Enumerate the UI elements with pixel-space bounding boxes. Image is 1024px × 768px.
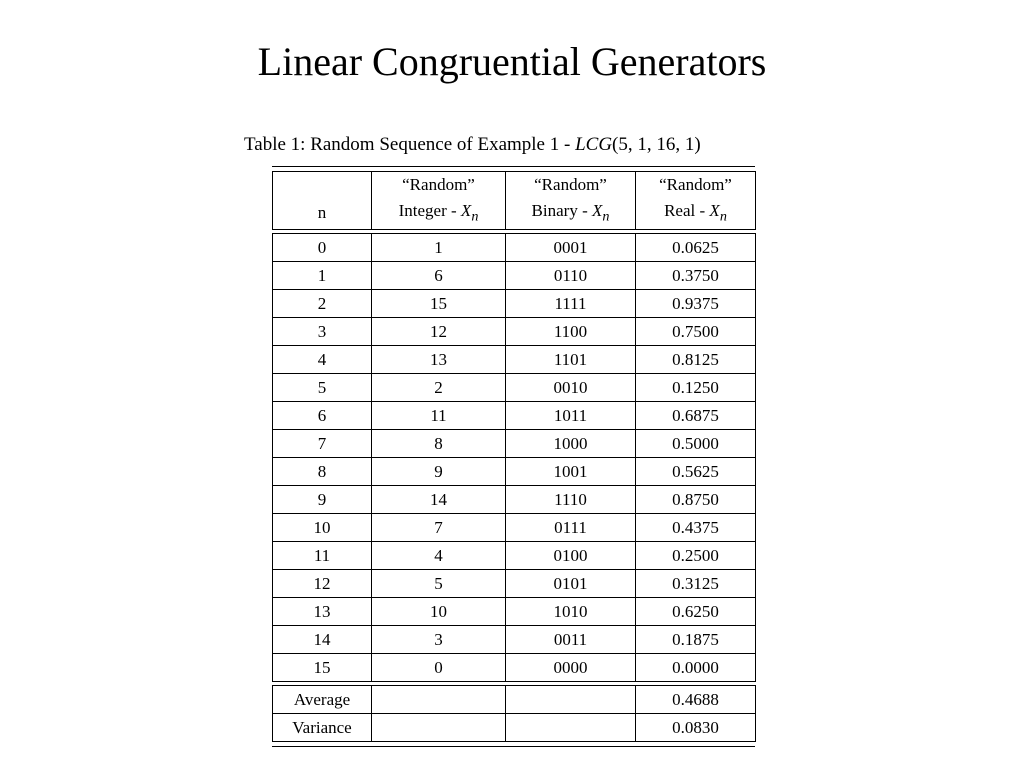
cell-binary: 0110: [506, 262, 636, 290]
cell-binary: 1100: [506, 318, 636, 346]
cell-integer: 7: [372, 514, 506, 542]
header-n: n: [273, 172, 372, 230]
table-top-rule: [272, 166, 755, 167]
cell-real: 0.3125: [636, 570, 756, 598]
cell-integer: 8: [372, 430, 506, 458]
cell-integer: 6: [372, 262, 506, 290]
lcg-table: [272, 171, 756, 742]
table-row: [273, 262, 756, 290]
cell-integer: 0: [372, 654, 506, 682]
cell-binary: 1011: [506, 402, 636, 430]
cell-binary: 1010: [506, 598, 636, 626]
cell-real: 0.8125: [636, 346, 756, 374]
cell-real: 0.3750: [636, 262, 756, 290]
table-row: [273, 458, 756, 486]
lcg-table-container: [272, 166, 755, 747]
cell-binary: 0100: [506, 542, 636, 570]
cell-integer: 9: [372, 458, 506, 486]
header-real: “Random” Real - $X_n$: [636, 172, 756, 230]
table-row: [273, 542, 756, 570]
cell-real: 0.2500: [636, 542, 756, 570]
stats-empty-binary: [506, 686, 636, 714]
table-row: [273, 570, 756, 598]
cell-integer: 2: [372, 374, 506, 402]
cell-n: 11: [273, 542, 372, 570]
stats-row: [273, 686, 756, 714]
slide-title: Linear Congruential Generators: [257, 39, 767, 84]
stats-label: Average: [273, 686, 372, 714]
cell-integer: 5: [372, 570, 506, 598]
cell-n: 3: [273, 318, 372, 346]
cell-n: 9: [273, 486, 372, 514]
table-row: [273, 290, 756, 318]
cell-real: 0.6875: [636, 402, 756, 430]
table-row: [273, 654, 756, 682]
cell-binary: 0011: [506, 626, 636, 654]
table-row: [273, 402, 756, 430]
cell-binary: 0001: [506, 234, 636, 262]
table-row: [273, 626, 756, 654]
cell-binary: 1101: [506, 346, 636, 374]
table-row: [273, 430, 756, 458]
table-row: [273, 514, 756, 542]
cell-n: 14: [273, 626, 372, 654]
cell-integer: 4: [372, 542, 506, 570]
cell-real: 0.0625: [636, 234, 756, 262]
stats-empty-binary: [506, 714, 636, 742]
cell-real: 0.7500: [636, 318, 756, 346]
cell-n: 2: [273, 290, 372, 318]
cell-real: 0.5000: [636, 430, 756, 458]
cell-integer: 3: [372, 626, 506, 654]
caption-prefix: Table 1: Random Sequence of Example 1 -: [244, 134, 576, 155]
cell-n: 12: [273, 570, 372, 598]
caption-args: (5, 1, 16, 1): [612, 134, 701, 155]
cell-binary: 0101: [506, 570, 636, 598]
cell-n: 13: [273, 598, 372, 626]
cell-binary: 1111: [506, 290, 636, 318]
stats-row: [273, 714, 756, 742]
cell-integer: 10: [372, 598, 506, 626]
cell-n: 8: [273, 458, 372, 486]
cell-binary: 1001: [506, 458, 636, 486]
table-row: [273, 486, 756, 514]
cell-real: 0.1250: [636, 374, 756, 402]
cell-binary: 0010: [506, 374, 636, 402]
cell-n: 4: [273, 346, 372, 374]
cell-n: 6: [273, 402, 372, 430]
cell-binary: 0000: [506, 654, 636, 682]
table-row: [273, 374, 756, 402]
cell-integer: 1: [372, 234, 506, 262]
cell-real: 0.6250: [636, 598, 756, 626]
stats-empty-integer: [372, 714, 506, 742]
table-bottom-rule: [272, 746, 755, 747]
cell-real: 0.1875: [636, 626, 756, 654]
cell-binary: 0111: [506, 514, 636, 542]
cell-real: 0.8750: [636, 486, 756, 514]
cell-binary: 1000: [506, 430, 636, 458]
cell-n: 5: [273, 374, 372, 402]
table-row: [273, 318, 756, 346]
header-binary: “Random” Binary - $X_n$: [506, 172, 636, 230]
cell-n: 0: [273, 234, 372, 262]
cell-real: 0.9375: [636, 290, 756, 318]
cell-real: 0.0000: [636, 654, 756, 682]
caption-math: LCG: [575, 134, 613, 155]
cell-integer: 15: [372, 290, 506, 318]
cell-binary: 1110: [506, 486, 636, 514]
cell-integer: 11: [372, 402, 506, 430]
header-integer: “Random” Integer - $X_n$: [372, 172, 506, 230]
stats-value: 0.4688: [636, 686, 756, 714]
cell-integer: 12: [372, 318, 506, 346]
table-row: [273, 598, 756, 626]
cell-n: 10: [273, 514, 372, 542]
table-caption: [244, 133, 701, 157]
table-stats: [273, 686, 756, 742]
table-row: [273, 234, 756, 262]
stats-empty-integer: [372, 686, 506, 714]
cell-n: 15: [273, 654, 372, 682]
cell-integer: 14: [372, 486, 506, 514]
table-body: [273, 234, 756, 682]
cell-n: 1: [273, 262, 372, 290]
cell-n: 7: [273, 430, 372, 458]
cell-real: 0.4375: [636, 514, 756, 542]
header-row: [273, 172, 756, 230]
cell-integer: 13: [372, 346, 506, 374]
stats-label: Variance: [273, 714, 372, 742]
cell-real: 0.5625: [636, 458, 756, 486]
stats-value: 0.0830: [636, 714, 756, 742]
table-row: [273, 346, 756, 374]
